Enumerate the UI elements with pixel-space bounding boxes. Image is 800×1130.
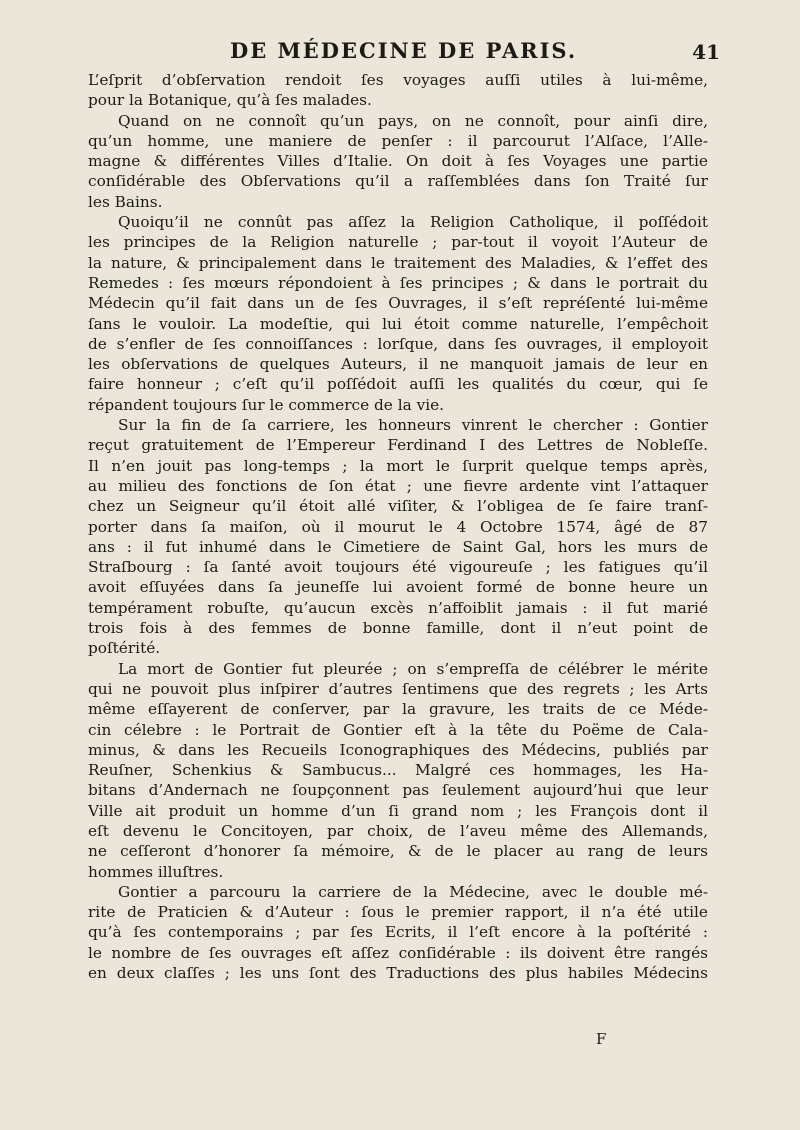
text-line: pour la Botanique, qu’à ſes malades. bbox=[88, 91, 372, 110]
text-line: Quoiqu’il ne connût pas aſſez la Religion Catholique, il poſſédoit bbox=[118, 213, 708, 232]
text-line: Il n’en jouit pas long-temps ; la mort le ſurprit quelque temps après, bbox=[88, 456, 708, 475]
text-line: Sur la fin de ſa carriere, les honneurs vinrent le chercher : Gontier bbox=[118, 416, 708, 435]
body-text bbox=[88, 70, 708, 983]
text-line: au milieu des fonctions de ſon état ; une fievre ardente vint l’attaquer bbox=[88, 476, 708, 495]
text-line: le nombre de ſes ouvrages eſt aſſez conſidérable : ils doivent être rangés bbox=[88, 943, 708, 962]
text-line: rite de Praticien & d’Auteur : ſous le premier rapport, il n’a été utile bbox=[88, 903, 708, 922]
text-line: cin célebre : le Portrait de Gontier eſt à la tête du Poëme de Cala- bbox=[88, 720, 708, 739]
text-line: poſtérité. bbox=[88, 639, 161, 658]
page-number: 41 bbox=[692, 40, 720, 64]
text-line: porter dans ſa maiſon, où il mourut le 4 Octobre 1574, âgé de 87 bbox=[88, 517, 708, 536]
text-line: minus, & dans les Recueils Iconographiques des Médecins, publiés par bbox=[88, 740, 708, 759]
text-line: La mort de Gontier fut pleurée ; on s’empreſſa de célébrer le mérite bbox=[118, 659, 708, 678]
text-line: Straſbourg : ſa ſanté avoit toujours été vigoureuſe ; les fatigues qu’il bbox=[88, 558, 708, 577]
text-line: qu’un homme, une maniere de penſer : il parcourut l’Alſace, l’Alle- bbox=[88, 131, 708, 150]
text-line: Médecin qu’il fait dans un de ſes Ouvrages, il s’eſt repréſenté lui-même bbox=[88, 294, 708, 313]
text-line: avoit eſſuyées dans ſa jeuneſſe lui avoient formé de bonne heure un bbox=[88, 578, 708, 597]
text-line: ſans le vouloir. La modeſtie, qui lui étoit comme naturelle, l’empêchoit bbox=[88, 314, 708, 333]
text-line: les obſervations de quelques Auteurs, il ne manquoit jamais de leur en bbox=[88, 355, 708, 374]
text-line: L’eſprit d’obſervation rendoit ſes voyages auſſi utiles à lui-même, bbox=[88, 71, 708, 89]
text-line: chez un Seigneur qu’il étoit allé viſiter, & l’obligea de ſe faire tranſ- bbox=[88, 497, 708, 516]
text-line: reçut gratuitement de l’Empereur Ferdinand I des Lettres de Nobleſſe. bbox=[88, 436, 708, 455]
text-line: Ville ait produit un homme d’un ſi grand nom ; les François dont il bbox=[88, 801, 708, 820]
text-line: faire honneur ; c’eſt qu’il poſſédoit auſſi les qualités du cœur, qui ſe bbox=[88, 375, 708, 394]
text-line: les Bains. bbox=[88, 192, 163, 211]
text-line: Remedes : ſes mœurs répondoient à ſes principes ; & dans le portrait du bbox=[88, 273, 708, 292]
text-line: de s’enfler de ſes connoiſſances : lorſque, dans ſes ouvrages, il employoit bbox=[88, 334, 708, 353]
text-line: qui ne pouvoit plus inſpirer d’autres ſentimens que des regrets ; les Arts bbox=[88, 679, 708, 698]
text-line: en deux claſſes ; les uns ſont des Traductions des plus habiles Médecins bbox=[88, 964, 708, 983]
text-line: tempérament robuſte, qu’aucun excès n’affoiblit jamais : il fut marié bbox=[88, 598, 708, 617]
catchword: F bbox=[596, 1030, 607, 1048]
text-line: ans : il fut inhumé dans le Cimetiere de Saint Gal, hors les murs de bbox=[88, 537, 708, 556]
text-line: Reuſner, Schenkius & Sambucus... Malgré ces hommages, les Ha- bbox=[88, 761, 708, 780]
text-line: eſt devenu le Concitoyen, par choix, de l’aveu même des Allemands, bbox=[88, 821, 708, 840]
text-line: hommes illuſtres. bbox=[88, 862, 224, 881]
text-line: magne & différentes Villes d’Italie. On doit à ſes Voyages une partie bbox=[88, 152, 708, 171]
text-line: Quand on ne connoît qu’un pays, on ne connoît, pour ainſi dire, bbox=[118, 111, 708, 130]
text-line: Gontier a parcouru la carriere de la Médecine, avec le double mé- bbox=[118, 882, 708, 901]
text-line: ne ceſſeront d’honorer ſa mémoire, & de le placer au rang de leurs bbox=[88, 842, 708, 861]
page-header bbox=[70, 38, 720, 66]
text-line: bitans d’Andernach ne ſoupçonnent pas ſeulement aujourd’hui que leur bbox=[88, 781, 708, 800]
text-line: les principes de la Religion naturelle ; par-tout il voyoit l’Auteur de bbox=[88, 233, 708, 252]
text-line: la nature, & principalement dans le traitement des Maladies, & l’effet des bbox=[88, 253, 708, 272]
running-title: DE MÉDECINE DE PARIS. bbox=[230, 38, 578, 63]
text-line: même eſſayerent de conſerver, par la gravure, les traits de ce Méde- bbox=[88, 700, 708, 719]
text-line: trois fois à des femmes de bonne famille, dont il n’eut point de bbox=[88, 619, 708, 638]
text-line: répandent toujours ſur le commerce de la vie. bbox=[88, 395, 445, 414]
text-line: conſidérable des Obſervations qu’il a raſſemblées dans ſon Traité ſur bbox=[88, 172, 708, 191]
text-line: qu’à ſes contemporains ; par ſes Ecrits, il l’eſt encore à la poſtérité : bbox=[88, 923, 708, 942]
